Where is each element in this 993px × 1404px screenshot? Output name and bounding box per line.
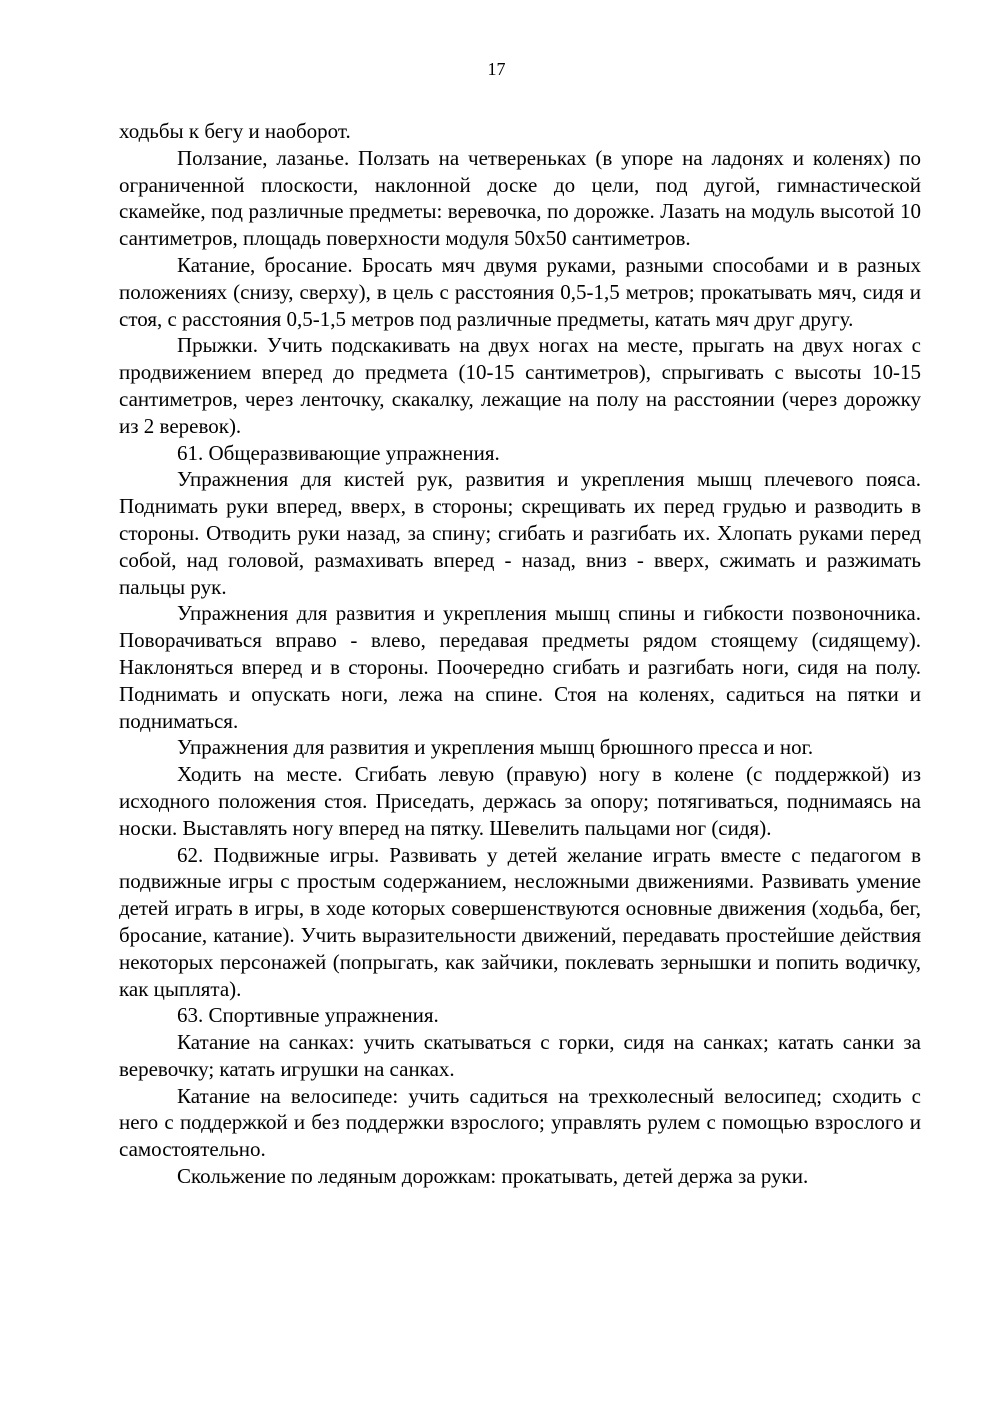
section-heading-63: 63. Спортивные упражнения. — [177, 1003, 439, 1028]
paragraph-crawling-climbing: Ползание, лазанье. Ползать на четвереньках (в упоре на ладонях и коленях) по ограниченной плоскости, наклонной доске до цели, под дугой, гимнастической скамейке, под различные предметы: веревочка, по дорожке. Лазать на модуль высотой 10 сантиметров, площадь поверхности модуля 50x50 сантиметров. — [119, 145, 921, 251]
paragraph-hands-shoulders: Упражнения для кистей рук, развития и укрепления мышц плечевого пояса. Поднимать руки вперед, вверх, в стороны; скрещивать их перед грудью и разводить в стороны. Отводить руки назад, за спину; сгибать и разгибать их. Хлопать руками перед собой, над головой, размахивать вперед - назад, вниз - вверх, сжимать и разжимать пальцы рук. — [119, 467, 921, 599]
paragraph-ice-sliding: Скольжение по ледяным дорожкам: прокатывать, детей держа за руки. — [177, 1164, 809, 1189]
section-heading-62: 62. Подвижные игры. Развивать у детей желание играть вместе с педагогом в подвижные игры с простым содержанием, несложными движениями. Развивать умение детей играть в игры, в ходе которых совершенствуются основные движения (ходьба, бег, бросание, катание). Учить выразительности движений, передавать простейшие действия некоторых персонажей (попрыгать, как зайчики, поклевать зернышки и попить водичку, как цыплята). — [119, 842, 921, 1001]
paragraph-continuation: ходьбы к бегу и наоборот. — [119, 119, 351, 143]
paragraph-sledding: Катание на санках: учить скатываться с горки, сидя на санках; катать санки за веревочку; катать игрушки на санках. — [119, 1030, 921, 1081]
document-body — [119, 118, 921, 1190]
paragraph-jumping: Прыжки. Учить подскакивать на двух ногах на месте, прыгать на двух ногах с продвижением вперед до предмета (10-15 сантиметров), спрыгивать с высоты 10-15 сантиметров, через ленточку, скакалку, лежащие на полу на расстоянии (через дорожку из 2 веревок). — [119, 333, 921, 438]
paragraph-walking-in-place: Ходить на месте. Сгибать левую (правую) ногу в колене (с поддержкой) из исходного положения стоя. Приседать, держась за опору; потягиваться, поднимаясь на носки. Выставлять ногу вперед на пятку. Шевелить пальцами ног (сидя). — [119, 762, 921, 840]
paragraph-cycling: Катание на велосипеде: учить садиться на трехколесный велосипед; сходить с него с поддержкой и без поддержки взрослого; управлять рулем с помощью взрослого и самостоятельно. — [119, 1083, 921, 1162]
paragraph-rolling-throwing: Катание, бросание. Бросать мяч двумя руками, разными способами и в разных положениях (снизу, сверху), в цель с расстояния 0,5-1,5 метров; прокатывать мяч, сидя и стоя, с расстояния 0,5-1,5 метров под различные предметы, катать мяч друг другу. — [119, 252, 921, 331]
paragraph-abdomen-legs: Упражнения для развития и укрепления мышц брюшного пресса и ног. — [177, 735, 814, 760]
section-heading-61: 61. Общеразвивающие упражнения. — [177, 440, 500, 465]
paragraph-back-spine: Упражнения для развития и укрепления мышц спины и гибкости позвоночника. Поворачиваться вправо - влево, передавая предметы рядом стоящему (сидящему). Наклоняться вперед и в стороны. Поочередно сгибать и разгибать ноги, сидя на полу. Поднимать и опускать ноги, лежа на спине. Стоя на коленях, садиться на пятки и подниматься. — [119, 601, 921, 733]
page-number: 17 — [487, 59, 506, 79]
